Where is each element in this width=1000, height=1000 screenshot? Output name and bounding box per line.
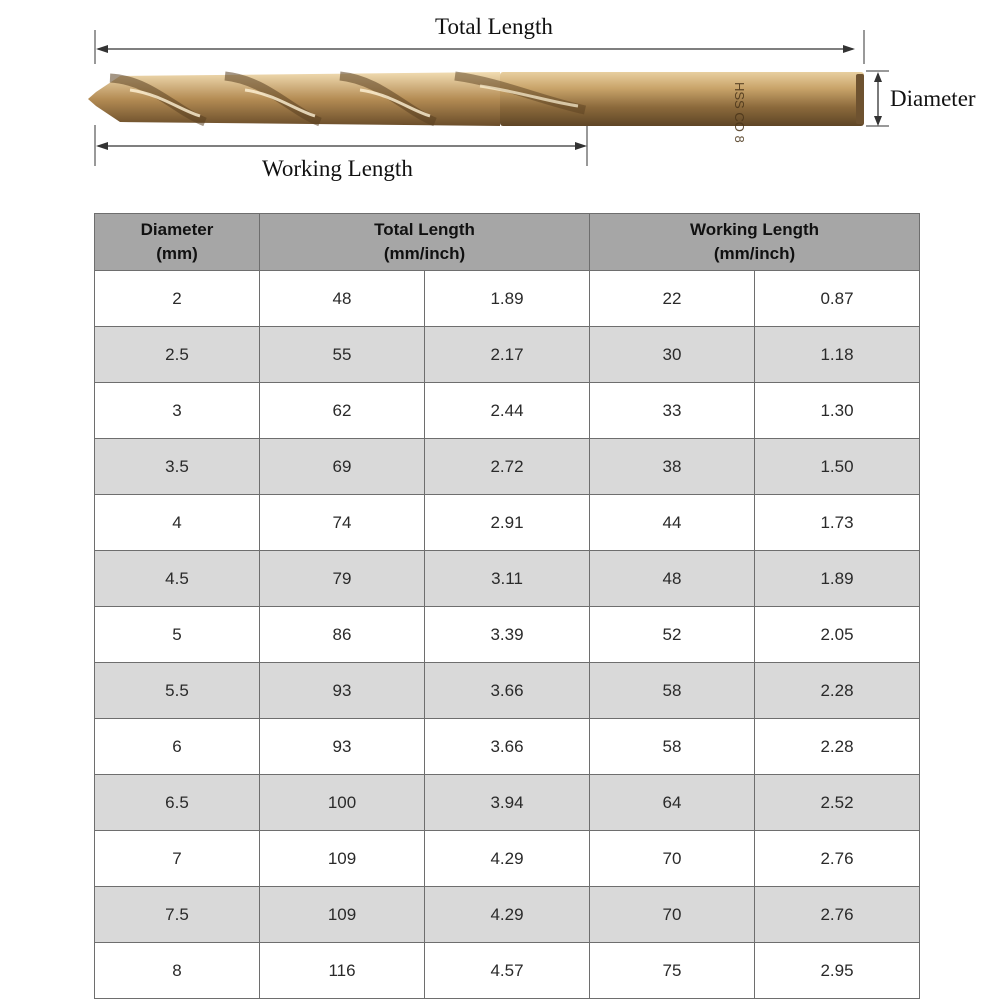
cell-diameter: 7: [95, 831, 260, 887]
header-working-length: [590, 214, 920, 271]
table-row: [95, 887, 920, 943]
cell-working-inch: 2.76: [755, 887, 920, 943]
cell-total-mm: 55: [260, 327, 425, 383]
table-row: [95, 383, 920, 439]
cell-working-mm: 38: [590, 439, 755, 495]
table-row: [95, 663, 920, 719]
cell-total-mm: 116: [260, 943, 425, 999]
shank-marking: HSS CO 8: [732, 82, 747, 143]
cell-diameter: 6.5: [95, 775, 260, 831]
cell-total-inch: 2.44: [425, 383, 590, 439]
table-row: [95, 719, 920, 775]
cell-total-inch: 3.94: [425, 775, 590, 831]
cell-total-inch: 3.66: [425, 663, 590, 719]
cell-total-mm: 109: [260, 887, 425, 943]
cell-total-mm: 93: [260, 663, 425, 719]
cell-working-inch: 1.30: [755, 383, 920, 439]
diameter-label: Diameter: [890, 86, 976, 111]
cell-working-inch: 2.52: [755, 775, 920, 831]
cell-total-inch: 2.91: [425, 495, 590, 551]
table-row: [95, 495, 920, 551]
cell-total-mm: 62: [260, 383, 425, 439]
cell-total-mm: 100: [260, 775, 425, 831]
cell-total-inch: 4.29: [425, 831, 590, 887]
cell-working-inch: 1.50: [755, 439, 920, 495]
table-row: [95, 327, 920, 383]
cell-total-inch: 2.72: [425, 439, 590, 495]
cell-working-mm: 44: [590, 495, 755, 551]
cell-total-inch: 2.17: [425, 327, 590, 383]
cell-working-inch: 1.73: [755, 495, 920, 551]
cell-diameter: 7.5: [95, 887, 260, 943]
cell-total-mm: 93: [260, 719, 425, 775]
cell-diameter: 5.5: [95, 663, 260, 719]
total-length-label: Total Length: [435, 14, 553, 39]
cell-total-mm: 86: [260, 607, 425, 663]
cell-diameter: 6: [95, 719, 260, 775]
cell-working-mm: 58: [590, 719, 755, 775]
cell-total-mm: 48: [260, 271, 425, 327]
cell-working-mm: 64: [590, 775, 755, 831]
cell-working-mm: 52: [590, 607, 755, 663]
cell-total-inch: 3.39: [425, 607, 590, 663]
cell-working-inch: 2.76: [755, 831, 920, 887]
table-row: [95, 271, 920, 327]
cell-total-mm: 79: [260, 551, 425, 607]
table-row: [95, 831, 920, 887]
cell-diameter: 3: [95, 383, 260, 439]
cell-diameter: 5: [95, 607, 260, 663]
cell-working-inch: 0.87: [755, 271, 920, 327]
cell-total-inch: 3.66: [425, 719, 590, 775]
header-total-length-unit: (mm/inch): [383, 244, 466, 263]
cell-working-mm: 30: [590, 327, 755, 383]
table-header-row: [95, 214, 920, 271]
cell-working-mm: 70: [590, 831, 755, 887]
cell-working-inch: 2.95: [755, 943, 920, 999]
cell-working-mm: 75: [590, 943, 755, 999]
table-row: [95, 943, 920, 999]
cell-working-inch: 2.05: [755, 607, 920, 663]
cell-diameter: 2: [95, 271, 260, 327]
table-row: [95, 439, 920, 495]
drill-bit-diagram: [0, 0, 1000, 200]
header-diameter: [95, 214, 260, 271]
table-row: [95, 607, 920, 663]
header-working-length-title: Working Length: [689, 220, 820, 239]
table-row: [95, 775, 920, 831]
cell-total-mm: 74: [260, 495, 425, 551]
header-total-length: [260, 214, 590, 271]
cell-total-mm: 69: [260, 439, 425, 495]
cell-working-inch: 1.18: [755, 327, 920, 383]
header-diameter-unit: (mm): [156, 244, 198, 263]
cell-working-inch: 2.28: [755, 719, 920, 775]
cell-total-inch: 1.89: [425, 271, 590, 327]
cell-total-mm: 109: [260, 831, 425, 887]
cell-working-inch: 1.89: [755, 551, 920, 607]
table-row: [95, 551, 920, 607]
cell-diameter: 4.5: [95, 551, 260, 607]
drill-size-table: [94, 213, 920, 999]
cell-diameter: 3.5: [95, 439, 260, 495]
cell-working-mm: 48: [590, 551, 755, 607]
cell-working-mm: 58: [590, 663, 755, 719]
header-working-length-unit: (mm/inch): [713, 244, 796, 263]
cell-diameter: 2.5: [95, 327, 260, 383]
header-total-length-title: Total Length: [374, 220, 475, 239]
cell-total-inch: 3.11: [425, 551, 590, 607]
cell-diameter: 8: [95, 943, 260, 999]
working-length-label: Working Length: [262, 156, 413, 181]
cell-working-mm: 22: [590, 271, 755, 327]
header-diameter-title: Diameter: [140, 220, 214, 239]
cell-working-mm: 70: [590, 887, 755, 943]
cell-working-mm: 33: [590, 383, 755, 439]
cell-diameter: 4: [95, 495, 260, 551]
cell-total-inch: 4.57: [425, 943, 590, 999]
cell-total-inch: 4.29: [425, 887, 590, 943]
cell-working-inch: 2.28: [755, 663, 920, 719]
